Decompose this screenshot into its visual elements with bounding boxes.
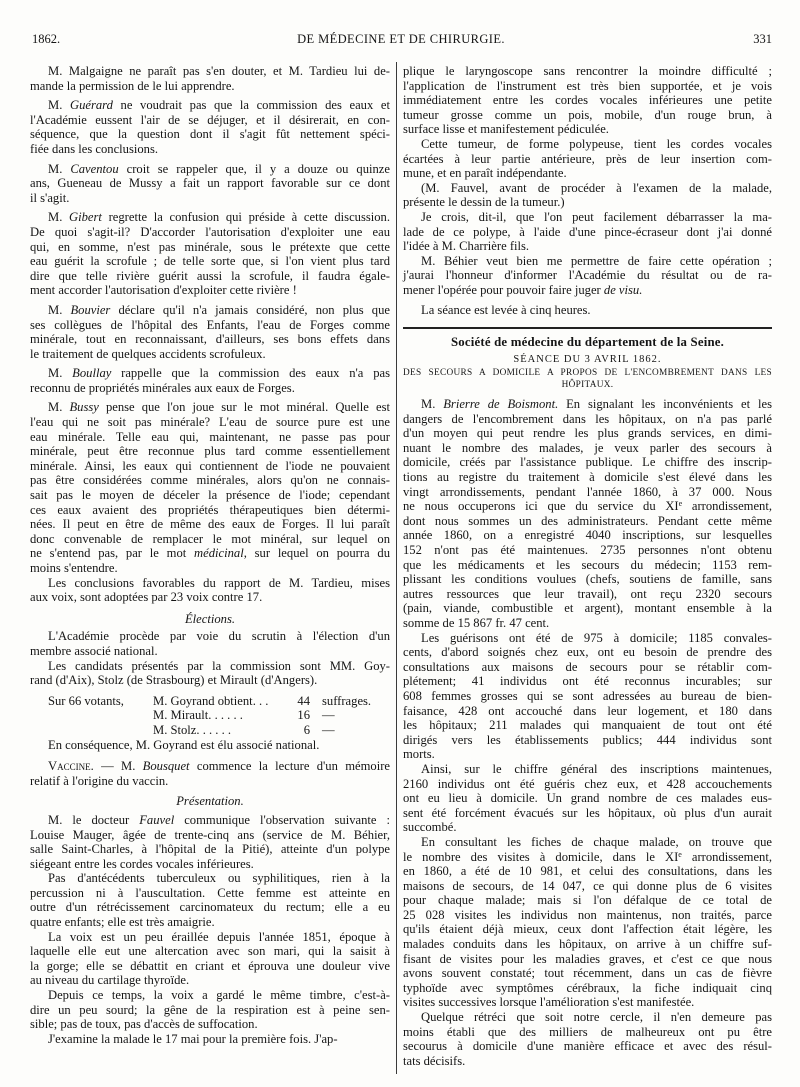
- text-line: [403, 283, 772, 298]
- vote-unit: suffrages.: [322, 693, 372, 708]
- text-line: immédiatement entre les cordes vocales inférieures une petite: [403, 93, 772, 108]
- text-run: ne voudrait pas que la commission des eaux et: [112, 98, 390, 113]
- text-line: rand (d'Aix), Stolz (de Strasbourg) et Mirault (d'Angers).: [30, 673, 318, 688]
- text-line: séquence, que la question dont il s'agit fût nettement spéci-: [30, 127, 390, 142]
- text-line: Les guérisons ont été de 975 à domicile; 1185 convales-: [421, 630, 772, 645]
- vote-candidate: [153, 708, 287, 723]
- section-rule: [403, 327, 772, 329]
- text-line: ces eaux avaient des propriétés thérapeutiques bien détermi-: [30, 502, 390, 517]
- text-line: tions au registre du traitement à domicile s'est élevé dans les: [403, 470, 772, 485]
- text-line: En conséquence, M. Goyrand est élu associé national.: [48, 737, 320, 752]
- text-run: croit se rappeler que, il y a douze ou quinze: [118, 161, 390, 176]
- text-line: laquelle elle eut une altercation avec son mari, qui la saisit à: [30, 944, 390, 959]
- text-line: siégeant entre les cordes vocales inférieures.: [30, 856, 254, 871]
- italic-text: Guérard: [69, 98, 113, 113]
- text-line: (M. Fauvel, avant de procéder à l'examen de la malade,: [421, 180, 772, 195]
- vote-intro-spacer: [30, 723, 153, 738]
- text-line: La voix est un peu éraillée depuis l'année 1851, époque à: [48, 929, 390, 944]
- text-line: fisant de visites pour les maladies graves, et c'est ce que nous: [403, 951, 772, 966]
- paragraph-behier: [403, 254, 772, 298]
- text-line: HÔPITAUX.: [561, 380, 614, 391]
- italic-text: Gibert: [69, 210, 102, 225]
- text-line: plétement; 41 individus ont été reconnus incurables; sur: [403, 674, 772, 689]
- text-line: lade de ce polype, à l'aide d'une pince-écraseur dont j'ai donné: [403, 224, 772, 239]
- text-line: maisons de secours, de 14 047, ce qui donne plus de 6 visites: [403, 878, 772, 893]
- text-line: l'idée à M. Charrière fils.: [403, 239, 530, 254]
- text-line: eau minérale. Telle eau qui, maintenant, ne passe pas pour: [30, 429, 390, 444]
- text-line: typhoïde avec symptômes cérébraux, la fiche indiquait cinq: [403, 980, 772, 995]
- text-run: rappelle que la commission des eaux n'a pas: [111, 366, 390, 381]
- paragraph-crois: [403, 210, 772, 254]
- text-line: j'aurai l'honneur d'informer l'Académie du résultat ou de ra-: [403, 268, 772, 283]
- text-line: minérale. Ainsi, les eaux qui contiennent de l'iode ne pouvaient: [30, 458, 390, 473]
- text-line: M. Malgaigne ne paraît pas s'en douter, et M. Tardieu lui de-: [48, 64, 390, 78]
- paragraph-laryngoscope: [403, 64, 772, 137]
- text-line: autres ressources que leur travail), ont reçu 2320 secours: [403, 586, 772, 601]
- text-line: ment accorder l'autorisation d'exploiter cette rivière !: [30, 283, 297, 298]
- text-line: dirigés vers les établissements publics; 444 individus sont: [403, 732, 772, 747]
- paragraph-boullay: [30, 366, 390, 395]
- text-line: en 1860, a été de 10 981, et celui des consultations, dans les: [403, 864, 772, 879]
- text-line: succombé.: [403, 820, 457, 835]
- text-line: avons souvent constaté; tout récemment, dans un cas de fièvre: [403, 966, 772, 981]
- text-line: nées. Il peut en être de même des eaux de Forges. Il lui paraît: [30, 517, 390, 532]
- text-line: Cette tumeur, de forme polypeuse, tient les cordes vocales: [421, 136, 772, 151]
- paragraph-gibert: [30, 210, 390, 298]
- running-header: [30, 30, 772, 48]
- text-line: faisance, 428 ont accouché dans leur logement, et 180 dans: [403, 703, 772, 718]
- text-line: visites successives lorsque l'amélioration s'est manifestée.: [403, 995, 695, 1010]
- text-line: minérale, tout en reconnaissant, d'ailleurs, ses bons effets dans: [30, 332, 390, 347]
- text-line: (pain, viande, combustible et argent), montant ensemble à la: [403, 601, 772, 616]
- text-line: secourus à domicile d'une manière efficace et avec des résul-: [403, 1039, 772, 1054]
- text-line: Je crois, dit-il, que l'on peut facilement débarrasser la ma-: [421, 209, 772, 224]
- text-line: somme de 15 867 fr. 47 cent.: [403, 616, 550, 630]
- text-line: pas être considérées comme minérales, alors qu'on ne connais-: [30, 473, 390, 488]
- text-line: relatif à l'origine du vaccin.: [30, 773, 169, 788]
- superscript: e: [678, 499, 683, 509]
- text-line: sible; pas de toux, pas d'accès de suffocation.: [30, 1017, 258, 1032]
- text-line: quatre enfants; elle est très amaigrie.: [30, 915, 215, 930]
- text-line: Quelque rétréci que soit notre cercle, il n'en demeure pas: [421, 1010, 772, 1025]
- vote-candidate: [153, 694, 287, 709]
- paragraph-vaccine: [30, 759, 390, 788]
- text-line: moins s'entendre.: [30, 561, 118, 575]
- section-heading-elections: Élections.: [184, 611, 235, 626]
- text-line: reconnu de propriétés minérales aux eaux de Forges.: [30, 380, 295, 395]
- paragraph-brierre: [403, 397, 772, 631]
- paragraph-fauvel: [30, 813, 390, 871]
- text-line: consultations aux maisons de secours pour se rétablir com-: [403, 659, 772, 674]
- leader-dots: . . . . . .: [196, 722, 232, 737]
- text-line: [30, 366, 390, 381]
- text-line: qui, en somme, n'est pas minérale, sous le prétexte que cette: [30, 239, 390, 254]
- text-run: commence la lecture d'un mémoire: [189, 759, 390, 774]
- superscript: e: [678, 849, 682, 859]
- text-line: [30, 546, 390, 561]
- text-run: M.: [48, 366, 73, 381]
- paragraph-candidats: [30, 659, 390, 688]
- text-run: mener l'opérée pour pouvoir faire juger: [403, 282, 604, 297]
- text-run: — M.: [93, 759, 143, 774]
- header-title: DE MÉDECINE ET DE CHIRURGIE.: [297, 32, 505, 46]
- paragraph-bouvier: [30, 303, 390, 361]
- text-run: communique l'observation suivante :: [174, 812, 390, 827]
- vote-row: [30, 723, 390, 738]
- text-line: plissant les conditions voulues (chefs, soutiens de famille, sans: [403, 572, 772, 587]
- text-line: outre d'un rétrécissement carcinomateux du rectum; elle a eu: [30, 900, 390, 915]
- text-line: nuant le nombre des malades, je veux parler des secours à: [403, 440, 772, 455]
- text-run: arrondissement,: [682, 499, 772, 514]
- text-line: vingt arrondissements, pendant l'année 1860, à 37 000. Nous: [403, 484, 772, 499]
- text-line: Ainsi, sur le chiffre général des inscriptions maintenues,: [421, 761, 772, 776]
- text-line: surface lisse et manifestement pédiculée.: [403, 122, 609, 137]
- small-caps-text: Vaccine.: [48, 759, 94, 774]
- text-line: L'Académie procède par voie du scrutin à l'élection d'un: [48, 629, 390, 644]
- paragraph-caventou: [30, 162, 390, 206]
- text-run: M.: [48, 400, 70, 415]
- text-line: 2160 individus ont été guéris chez eux, et 428 accouchements: [403, 776, 772, 791]
- text-line: eau guérit la scrofule ; de telle sorte que, si l'on vient plus tard: [30, 254, 390, 269]
- text-run: le nombre des visites à domicile, dans le XI: [403, 849, 679, 864]
- paragraph-malgaigne: [30, 64, 390, 93]
- vote-results: [30, 694, 390, 738]
- text-line: l'application de l'instrument est très bien supportée, et je vois: [403, 78, 772, 93]
- header-year: 1862.: [32, 32, 61, 46]
- leader-dots: . . .: [252, 693, 269, 708]
- text-line: [30, 162, 390, 177]
- section-heading-presentation: Présentation.: [176, 794, 244, 809]
- paragraph-ainsi: [403, 762, 772, 835]
- vote-unit: —: [322, 722, 335, 737]
- text-line: [30, 98, 390, 113]
- text-line: plique le laryngoscope sans rencontrer la moindre difficulté ;: [403, 64, 772, 78]
- text-line: donc convenable de remplacer le mot minéral, sur lequel on: [30, 531, 390, 546]
- vote-count: 44: [297, 693, 310, 708]
- text-line: 152 n'ont pas été maintenues. 2735 personnes n'ont obtenu: [403, 543, 772, 558]
- text-line: mune, et en paraît indépendante.: [403, 166, 567, 181]
- text-line: année 1860, on a enregistré 4040 inscriptions, sur lesquelles: [403, 528, 772, 543]
- paragraph-quelque: [403, 1010, 772, 1068]
- text-line: dangers de l'encombrement dans les hôpitaux, on n'a pas parlé: [403, 411, 772, 426]
- candidate-name: M. Stolz: [153, 722, 197, 737]
- right-column: [403, 64, 772, 1068]
- text-line: qu'ils étaient déjà mieux, ceux dont l'affection était légère, les: [403, 922, 772, 937]
- left-column: [30, 64, 390, 1046]
- text-line: morts.: [403, 747, 435, 762]
- text-line: l'eau qui ne soit pas minérale? L'eau de source pure est une: [30, 415, 390, 430]
- text-line: tumeur grosse comme un pois, mobile, d'un rouge brun, à: [403, 107, 772, 122]
- session-date: SÉANCE DU 3 AVRIL 1862.: [513, 354, 662, 366]
- candidate-name: M. Mirault: [153, 708, 209, 723]
- text-line: au niveau du cartilage thyroïde.: [30, 973, 190, 988]
- text-line: ses collègues de l'hôpital des Enfants, l'eau de Forges comme: [30, 317, 390, 332]
- text-line: Louise Mauger, âgée de trente-cinq ans (service de M. Béhier,: [30, 827, 390, 842]
- italic-text: Bouvier: [70, 302, 111, 317]
- text-run: ne nous occuperons ici que du service du XI: [403, 499, 679, 514]
- italic-text: Bousquet: [142, 759, 190, 774]
- vote-row: [30, 708, 390, 723]
- text-run: déclare qu'il n'a jamais considéré, non plus que: [110, 302, 390, 317]
- text-run: M.: [48, 302, 71, 317]
- text-line: tats décisifs.: [403, 1053, 466, 1068]
- paragraph-tumeur: [403, 137, 772, 181]
- text-line: fiée dans les conclusions.: [30, 141, 159, 156]
- text-line: cents, d'abord soignés chez eux, ont eu besoin de prendre des: [403, 645, 772, 660]
- text-line: La séance est levée à cinq heures.: [421, 302, 591, 317]
- paragraph-guerard: [30, 98, 390, 156]
- text-line: les hôpitaux; 211 malades qui manquaient de tout ont été: [403, 718, 772, 733]
- italic-text: Boullay: [72, 366, 112, 381]
- text-run: M.: [48, 98, 70, 113]
- vote-intro-spacer: [30, 708, 153, 723]
- text-line: membre associé national.: [30, 643, 158, 658]
- text-line: Depuis ce temps, la voix a gardé le même timbre, c'est-à-: [48, 988, 390, 1003]
- column-divider: [396, 62, 397, 1074]
- italic-text: Fauvel: [139, 812, 175, 827]
- paragraph-bussy: [30, 400, 390, 575]
- society-heading: Société de médecine du département de la Seine.: [450, 335, 725, 350]
- text-line: ans, Gueneau de Mussy a fait un rapport favorable sur ce dont: [30, 176, 390, 191]
- vote-count: 6: [303, 722, 310, 737]
- text-line: [30, 210, 390, 225]
- text-line: minérale, peut être reconnue plus tard comme essentiellement: [30, 444, 390, 459]
- paragraph-seance-levee: [403, 303, 772, 318]
- text-line: J'examine la malade le 17 mai pour la première fois. J'ap-: [48, 1031, 338, 1046]
- text-line: En consultant les fiches de chaque malade, on trouve que: [421, 834, 772, 849]
- text-line: présente le dessin de la tumeur.): [403, 195, 565, 210]
- text-line: M. Béhier veut bien me permettre de faire cette opération ;: [421, 253, 772, 268]
- italic-text: de visu.: [603, 282, 643, 297]
- text-line: mande la permission de le lui apprendre.: [30, 78, 235, 93]
- paragraph-election: [30, 629, 390, 658]
- paragraph-voix: [30, 930, 390, 988]
- text-run: pense que l'on joue sur le mot minéral. Quelle est: [98, 400, 390, 415]
- text-line: [30, 400, 390, 415]
- text-line: dont nous sommes un des administrateurs. Pendant cette même: [403, 513, 772, 528]
- text-line: ont eu lieu à domicile. Un grand nombre de ces malades eus-: [403, 791, 772, 806]
- text-line: [30, 303, 390, 318]
- text-line: sent été forcément évacués sur les hôpitaux, où plus d'un aurait: [403, 805, 772, 820]
- text-line: dire un peu sourd; la gêne de la respiration est à peine sen-: [30, 1002, 390, 1017]
- paragraph-dessin: [403, 181, 772, 210]
- italic-text: médicinal: [194, 546, 244, 561]
- text-line: [30, 759, 390, 774]
- vote-unit: —: [322, 708, 335, 723]
- text-run: ne s'entend pas, par le mot: [30, 546, 195, 561]
- text-line: [403, 397, 772, 412]
- text-run: M.: [48, 161, 71, 176]
- text-line: 25 028 visites les individus non maintenus, non traités, parce: [403, 907, 772, 922]
- text-line: salle Saint-Charles, à l'hôpital de la Pitié), atteinte d'un polype: [30, 842, 390, 857]
- text-line: DES SECOURS A DOMICILE A PROPOS DE L'ENCOMBREMENT DANS LES: [403, 368, 772, 379]
- text-line: l'Académie eussent l'air de se déjuger, et il désirerait, en con-: [30, 112, 390, 127]
- text-line: [403, 499, 772, 514]
- paragraph-guerisons: [403, 631, 772, 762]
- italic-text: Brierre de Boismont.: [443, 397, 559, 412]
- italic-text: Caventou: [70, 161, 119, 176]
- text-line: sait pas le moyen de déceler la présence de l'iode; cependant: [30, 488, 390, 503]
- vote-intro: Sur 66 votants,: [48, 693, 124, 708]
- text-run: En signalant les inconvénients et les: [558, 397, 772, 412]
- vote-row: [30, 694, 390, 709]
- leader-dots: . . . . . .: [208, 708, 243, 723]
- italic-text: Bussy: [69, 400, 99, 415]
- text-line: Les candidats présentés par la commission sont MM. Goy-: [48, 658, 390, 673]
- text-run: M.: [421, 397, 444, 412]
- text-line: d'un moyen qui peut rendre les plus grands services, en dimi-: [403, 426, 772, 441]
- vote-candidate: [153, 723, 287, 738]
- text-line: [403, 850, 772, 865]
- text-line: écartées à leur partie antérieure, près de leur insertion com-: [403, 151, 772, 166]
- text-line: dire que telle rivière guérit aussi la scrofule, il faudra égale-: [30, 268, 390, 283]
- text-line: Les conclusions favorables du rapport de M. Tardieu, mises: [48, 575, 390, 590]
- paragraph-antecedents: [30, 871, 390, 929]
- paragraph-examine: [30, 1032, 390, 1047]
- text-line: Pas d'antécédents tuberculeux ou syphilitiques, rien à la: [48, 871, 390, 886]
- candidate-name: M. Goyrand obtient: [153, 693, 253, 708]
- text-line: le traitement de quelques accidents scrofuleux.: [30, 346, 266, 361]
- text-run: M.: [48, 210, 70, 225]
- text-line: il s'agit.: [30, 190, 70, 205]
- article-subtitle: [403, 367, 772, 391]
- text-line: 608 femmes grosses qui se sont adressées au bureau de bien-: [403, 688, 772, 703]
- text-line: aux voix, sont adoptées par 23 voix contre 17.: [30, 590, 263, 605]
- paragraph-conclusions: [30, 576, 390, 605]
- text-line: pour chaque malade; mais si l'on défalque de ce total de: [403, 893, 772, 908]
- text-run: M. le docteur: [48, 812, 140, 827]
- text-line: percussion ni à l'auscultation. Cette femme est atteinte en: [30, 885, 390, 900]
- vote-count: 16: [297, 708, 310, 723]
- text-line: malades conduits dans les hôpitaux, on arrive à un chiffre suf-: [403, 937, 772, 952]
- text-line: [30, 813, 390, 828]
- page-number: 331: [753, 32, 772, 46]
- text-line: De quoi s'agit-il? D'accorder l'autorisation d'exploiter une eau: [30, 224, 390, 239]
- paragraph-fiches: [403, 835, 772, 1010]
- text-line: la gorge; elle se débattit en criant et éprouva une douleur vive: [30, 958, 390, 973]
- paragraph-consequence: [30, 738, 390, 753]
- text-run: , sur lequel on pourra du: [243, 546, 390, 561]
- text-run: regrette la confusion qui préside à cette discussion.: [101, 210, 390, 225]
- text-line: moins établi que des milliers de malheureux ont pu être: [403, 1024, 772, 1039]
- text-line: que les médicaments et les secours du médecin; 1153 rem-: [403, 557, 772, 572]
- paragraph-depuis: [30, 988, 390, 1032]
- text-run: arrondissement,: [681, 849, 772, 864]
- text-line: domicile, créés par l'assistance publique. Le chiffre des inscrip-: [403, 455, 772, 470]
